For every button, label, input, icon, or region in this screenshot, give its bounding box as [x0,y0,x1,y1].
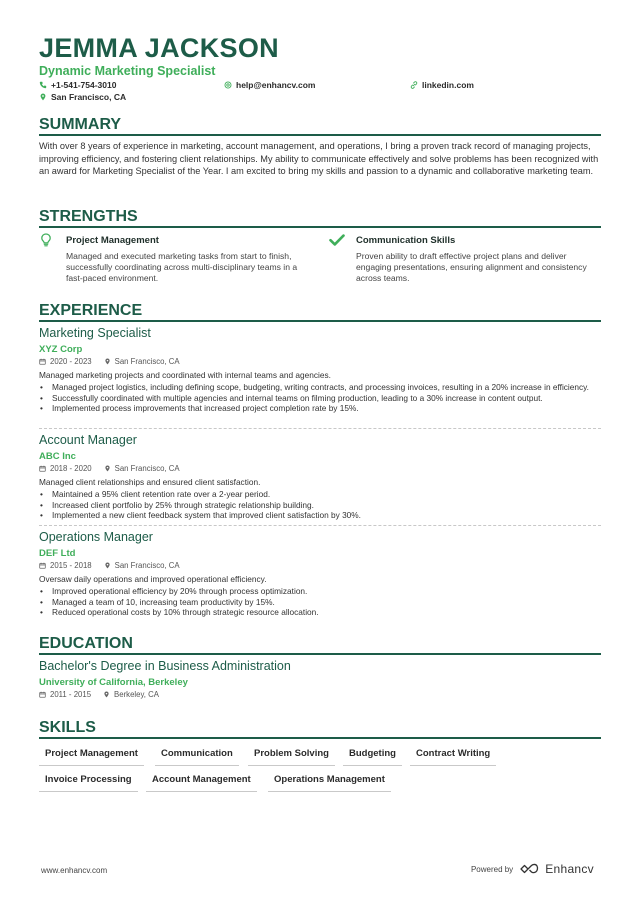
job-bullet: • Implemented process improvements that increased project completion rate by 15%. [39,403,601,414]
job-bullet: • Improved operational efficiency by 20% through process optimization. [39,586,601,597]
candidate-title: Dynamic Marketing Specialist [39,64,216,78]
skill-tag: Project Management [39,748,144,766]
powered-by-text: Powered by [470,864,514,874]
contact-location [39,92,126,102]
job-role: Account Manager [39,433,137,447]
skill-tag: Operations Management [268,774,391,792]
email-text: help@enhancv.com [236,80,316,90]
job-summary: Managed client relationships and ensured client satisfaction. [39,477,261,487]
job-bullets [39,382,601,414]
skill-tag: Budgeting [343,748,402,766]
education-location-text: Berkeley, CA [114,690,159,699]
job-role: Operations Manager [39,530,153,544]
summary-heading: SUMMARY [39,116,122,133]
calendar-icon [39,691,46,698]
job-company: DEF Ltd [39,548,76,559]
job-meta [39,464,192,473]
location-pin-icon [104,465,111,472]
footer-branding[interactable] [471,862,594,876]
job-bullet: • Implemented a new client feedback system that improved client satisfaction by 30%. [39,510,601,521]
checkmark-icon [329,233,345,247]
education-divider [39,653,601,655]
education-dates [39,690,91,699]
candidate-name: JEMMA JACKSON [39,33,279,63]
job-meta [39,357,192,366]
strength-title: Project Management [66,235,159,246]
job-bullet: • Managed project logistics, including defining scope, budgeting, writing contracts, and processing invoices, resulting in a 20% increase in efficiency. [39,382,601,393]
skill-tag: Account Management [146,774,257,792]
job-location [104,357,180,366]
job-dates-text: 2018 - 2020 [50,464,92,473]
job-separator [39,428,601,429]
strength-title: Communication Skills [356,235,456,246]
job-dates [39,357,92,366]
education-meta [39,690,171,699]
job-location-text: San Francisco, CA [114,464,180,473]
location-pin-icon [103,691,110,698]
strengths-divider [39,226,601,228]
enhancv-logo-icon [519,863,539,875]
strength-item [39,233,298,293]
strengths-heading: STRENGTHS [39,208,138,225]
job-bullet: • Managed a team of 10, increasing team productivity by 15%. [39,597,601,608]
job-dates-text: 2020 - 2023 [50,357,92,366]
job-meta [39,561,192,570]
job-role: Marketing Specialist [39,326,151,340]
skill-tag: Invoice Processing [39,774,138,792]
skill-tag: Communication [155,748,239,766]
contact-website[interactable] [410,80,474,90]
location-pin-icon [104,358,111,365]
contact-phone [39,80,116,90]
job-dates-text: 2015 - 2018 [50,561,92,570]
job-bullet: • Successfully coordinated with multiple agencies and internal teams on filming production, leading to a 30% increase in content output. [39,393,601,404]
experience-heading: EXPERIENCE [39,302,143,319]
summary-text: With over 8 years of experience in marketing, account management, and operations, I bring a proven track record of managing projects, improving efficiency, and fostering client relationships. My ability to communicate effectively and solve problems has been recognized with an award for Marketing Specialist of the Year. I am excited to bring my skills and passion to a dynamic and collaborative marketing team. [39,141,599,177]
skills-heading: SKILLS [39,719,96,736]
skill-tag: Problem Solving [248,748,335,766]
job-location-text: San Francisco, CA [114,561,180,570]
job-location [104,464,180,473]
job-location-text: San Francisco, CA [114,357,180,366]
job-bullets [39,489,601,521]
job-summary: Oversaw daily operations and improved operational efficiency. [39,574,267,584]
job-bullet: • Reduced operational costs by 10% through strategic resource allocation. [39,607,601,618]
education-degree: Bachelor's Degree in Business Administration [39,659,291,673]
job-company: ABC Inc [39,451,76,462]
education-dates-text: 2011 - 2015 [50,690,92,699]
strength-item [329,233,587,293]
at-icon [224,81,232,89]
job-location [104,561,180,570]
job-dates [39,464,92,473]
website-text: linkedin.com [422,80,474,90]
location-pin-icon [39,93,47,101]
skills-divider [39,737,601,739]
job-company: XYZ Corp [39,344,83,355]
phone-text: +1-541-754-3010 [51,80,117,90]
education-location [103,690,159,699]
lightbulb-icon [39,233,53,247]
calendar-icon [39,562,46,569]
job-bullets [39,586,601,618]
location-pin-icon [104,562,111,569]
experience-divider [39,320,601,322]
strength-description: Managed and executed marketing tasks from start to finish, successfully coordinating across multi-disciplinary teams in a fast-paced environment. [66,251,298,283]
calendar-icon [39,465,46,472]
job-dates [39,561,92,570]
job-separator [39,525,601,526]
strength-description: Proven ability to draft effective project plans and deliver engaging presentations, ensuring alignment and consistency across teams. [356,251,587,283]
job-bullet: • Increased client portfolio by 25% through strategic relationship building. [39,500,601,511]
brand-name: Enhancv [545,862,594,876]
education-heading: EDUCATION [39,635,133,652]
summary-divider [39,134,601,136]
footer-website[interactable]: www.enhancv.com [41,866,108,875]
job-bullet: • Maintained a 95% client retention rate over a 2-year period. [39,489,601,500]
education-school: University of California, Berkeley [39,677,188,688]
job-summary: Managed marketing projects and coordinated with internal teams and agencies. [39,370,331,380]
contact-email[interactable] [224,80,315,90]
location-text: San Francisco, CA [51,92,127,102]
skill-tag: Contract Writing [410,748,496,766]
phone-icon [39,81,47,89]
calendar-icon [39,358,46,365]
link-icon [410,81,418,89]
